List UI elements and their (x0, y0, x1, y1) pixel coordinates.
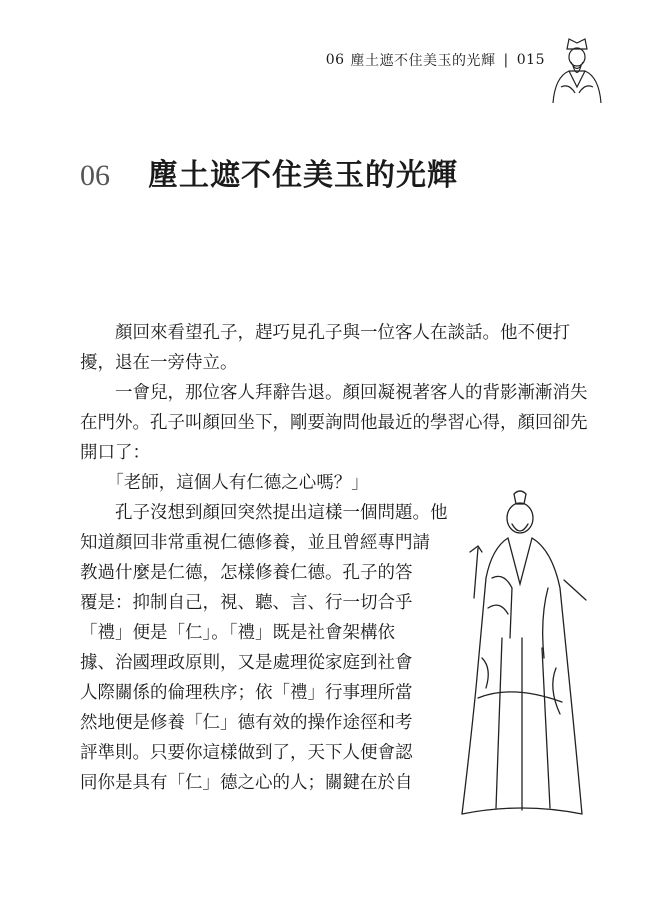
body-line: 據、治國理政原則，又是處理從家庭到社會 (80, 653, 413, 673)
body-line: 知道顏回非常重視仁德修養，並且曾經專門請 (80, 533, 430, 553)
body-line: 然地便是修養「仁」德有效的操作途徑和考 (80, 713, 413, 733)
body-line: 擾，退在一旁侍立。 (80, 353, 238, 373)
body-line: 開口了： (80, 443, 150, 463)
body-line: 一會兒，那位客人拜辭告退。顏回凝視著客人的背影漸漸消失 (80, 383, 588, 403)
body-line: 同你是具有「仁」德之心的人；關鍵在於自 (80, 773, 413, 793)
confucius-portrait-icon (547, 35, 607, 103)
chapter-number: 06 (80, 159, 110, 192)
chapter-heading (80, 150, 458, 194)
body-line: 「禮」便是「仁」。「禮」既是社會架構依 (80, 623, 395, 643)
chapter-title: 塵土遮不住美玉的光輝 (148, 158, 458, 193)
body-line: 教過什麼是仁德，怎樣修養仁德。孔子的答 (80, 563, 413, 583)
body-line: 「老師，這個人有仁德之心嗎？」 (80, 473, 369, 493)
body-line: 評準則。只要你這樣做到了，天下人便會認 (80, 743, 413, 763)
body-line: 覆是：抑制自己，視、聽、言、行一切合乎 (80, 593, 413, 613)
running-header (326, 50, 545, 70)
body-line: 顏回來看望孔子，趕巧見孔子與一位客人在談話。他不便打 (80, 323, 570, 343)
body-line: 人際關係的倫理秩序；依「禮」行事理所當 (80, 683, 413, 703)
scholar-figure-illustration (452, 488, 592, 818)
header-page-number: 015 (516, 52, 545, 68)
body-line: 在門外。孔子叫顏回坐下，剛要詢問他最近的學習心得，顏回卻先 (80, 413, 588, 433)
body-line: 孔子沒想到顏回突然提出這樣一個問題。他 (80, 503, 448, 523)
header-chapter-number: 06 (325, 52, 345, 68)
header-separator: | (503, 52, 509, 68)
header-chapter-title: 塵土遮不住美玉的光輝 (350, 53, 496, 69)
